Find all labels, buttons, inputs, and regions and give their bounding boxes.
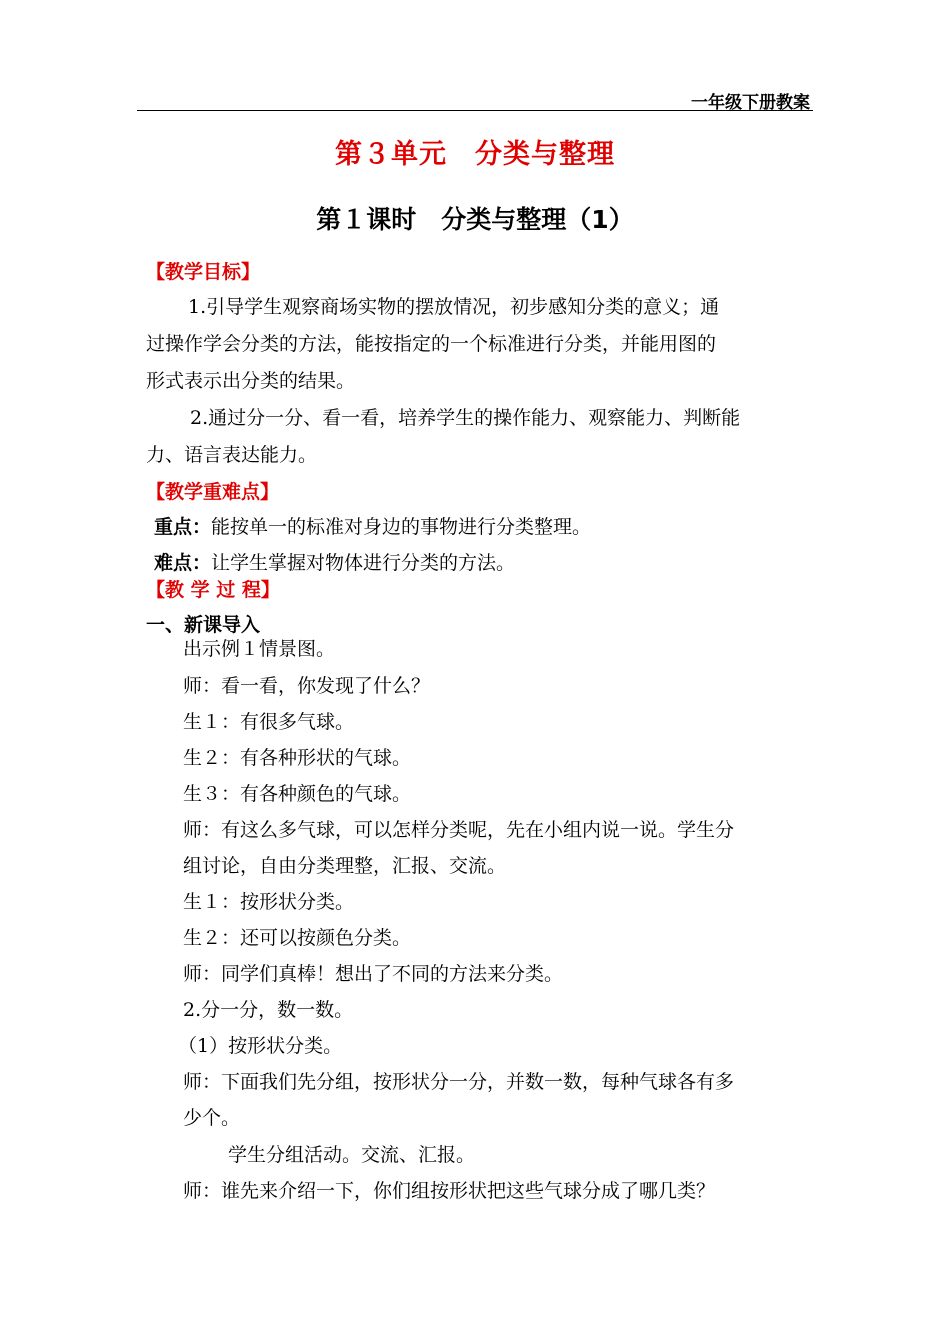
process-line: 生１：有很多气球。 [183,711,355,733]
process-line: 生１：按形状分类。 [183,891,355,913]
process-line: 师：有这么多气球，可以怎样分类呢，先在小组内说一说。学生分 [183,819,735,841]
process-line: 学生分组活动。交流、汇报。 [228,1144,476,1166]
objectives-heading: 【教学目标】 [146,261,261,283]
process-line: 少个。 [183,1107,241,1129]
key-points-heading: 【教学重难点】 [146,481,280,503]
difficult-point-line [154,548,515,575]
process-line: 生３：有各种颜色的气球。 [183,783,412,805]
process-line: 师：看一看，你发现了什么？ [183,675,431,697]
objective-line: 2.通过分一分、看一看，培养学生的操作能力、观察能力、判断能 [190,407,741,429]
header-divider [137,110,813,111]
objective-line: 1.引导学生观察商场实物的摆放情况，初步感知分类的意义；通 [188,296,720,318]
header-title: 一年级下册教案 [691,93,810,113]
objective-line: 力、语言表达能力。 [146,444,318,466]
process-line: 出示例１情景图。 [183,638,336,660]
difficult-point-label: 难点： [154,552,212,574]
step-heading: 一、新课导入 [146,614,261,636]
objective-line: 形式表示出分类的结果。 [146,370,356,392]
process-line: （1）按形状分类。 [178,1035,343,1057]
process-line: 生２：还可以按颜色分类。 [183,927,412,949]
process-heading: 【教 学 过 程】 [146,579,280,601]
objective-line: 过操作学会分类的方法，能按指定的一个标准进行分类，并能用图的 [146,333,717,355]
lesson-title: 第１课时 分类与整理（1） [316,205,634,234]
process-line: 师：下面我们先分组，按形状分一分，并数一数，每种气球各有多 [183,1071,735,1093]
difficult-point-text: 让学生掌握对物体进行分类的方法。 [211,552,516,574]
key-point-label: 重点： [154,516,212,538]
process-line: 师：同学们真棒！想出了不同的方法来分类。 [183,963,564,985]
key-point-line [154,512,591,539]
process-line: 2.分一分，数一数。 [183,999,354,1021]
key-point-text: 能按单一的标准对身边的事物进行分类整理。 [211,516,592,538]
process-line: 组讨论，自由分类理整，汇报、交流。 [183,855,507,877]
unit-title: 第３单元 分类与整理 [335,139,615,170]
process-line: 生２：有各种形状的气球。 [183,747,412,769]
process-line: 师：谁先来介绍一下，你们组按形状把这些气球分成了哪几类？ [183,1180,716,1202]
